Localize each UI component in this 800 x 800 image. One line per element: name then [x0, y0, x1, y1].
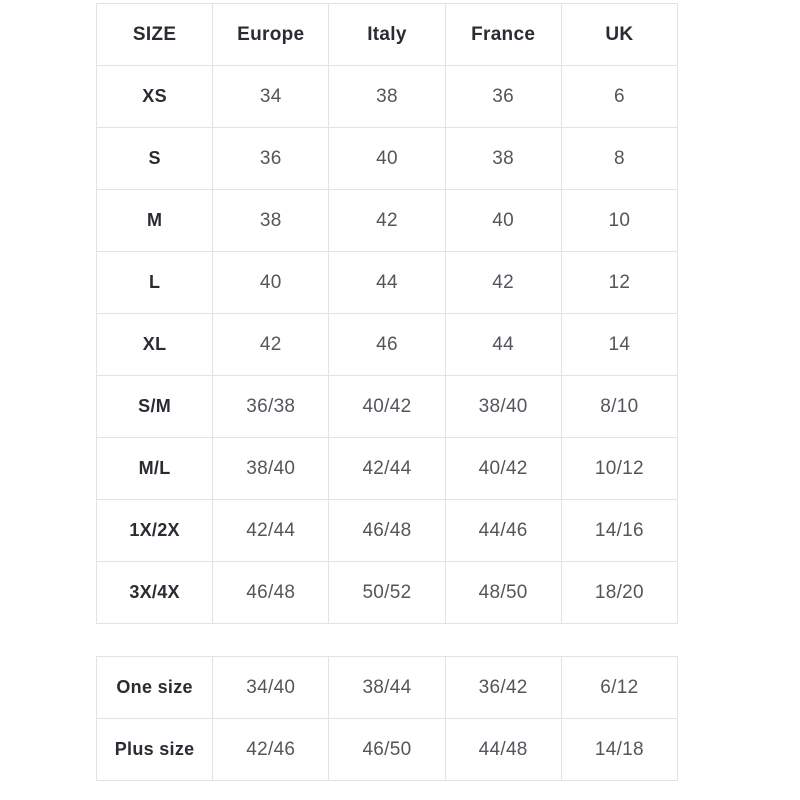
size-value-cell: 46/48: [329, 500, 445, 562]
size-table-header: [97, 4, 678, 66]
size-value-cell: 14: [561, 314, 677, 376]
size-value-cell: 46/50: [329, 719, 445, 781]
row-size-label: 3X/4X: [97, 562, 213, 624]
size-value-cell: 42/46: [213, 719, 329, 781]
size-value-cell: 10: [561, 190, 677, 252]
table-row: [97, 190, 678, 252]
column-header: Europe: [213, 4, 329, 66]
table-row: [97, 562, 678, 624]
size-value-cell: 42: [329, 190, 445, 252]
size-value-cell: 42: [445, 252, 561, 314]
column-header: France: [445, 4, 561, 66]
size-value-cell: 40: [329, 128, 445, 190]
special-sizes-body: [97, 657, 678, 781]
size-value-cell: 36: [213, 128, 329, 190]
table-row: [97, 66, 678, 128]
size-value-cell: 44: [329, 252, 445, 314]
size-value-cell: 48/50: [445, 562, 561, 624]
row-size-label: S: [97, 128, 213, 190]
size-value-cell: 44/46: [445, 500, 561, 562]
size-value-cell: 38/40: [445, 376, 561, 438]
size-value-cell: 42/44: [213, 500, 329, 562]
table-row: [97, 314, 678, 376]
size-value-cell: 10/12: [561, 438, 677, 500]
size-value-cell: 40/42: [329, 376, 445, 438]
size-value-cell: 38/44: [329, 657, 445, 719]
tables-container: [96, 3, 678, 781]
row-size-label: 1X/2X: [97, 500, 213, 562]
size-value-cell: 14/18: [561, 719, 677, 781]
table-row: [97, 500, 678, 562]
size-value-cell: 38: [213, 190, 329, 252]
size-value-cell: 42/44: [329, 438, 445, 500]
header-row: [97, 4, 678, 66]
size-value-cell: 44/48: [445, 719, 561, 781]
size-value-cell: 50/52: [329, 562, 445, 624]
table-row: [97, 438, 678, 500]
size-value-cell: 38: [445, 128, 561, 190]
size-value-cell: 46/48: [213, 562, 329, 624]
size-table-body: [97, 66, 678, 624]
size-value-cell: 34/40: [213, 657, 329, 719]
row-size-label: L: [97, 252, 213, 314]
size-value-cell: 36: [445, 66, 561, 128]
size-value-cell: 36/38: [213, 376, 329, 438]
row-size-label: Plus size: [97, 719, 213, 781]
size-value-cell: 44: [445, 314, 561, 376]
column-header: SIZE: [97, 4, 213, 66]
size-value-cell: 18/20: [561, 562, 677, 624]
row-size-label: M/L: [97, 438, 213, 500]
size-conversion-table: [96, 3, 678, 624]
size-value-cell: 38/40: [213, 438, 329, 500]
row-size-label: XL: [97, 314, 213, 376]
size-value-cell: 42: [213, 314, 329, 376]
size-value-cell: 6: [561, 66, 677, 128]
table-row: [97, 252, 678, 314]
row-size-label: One size: [97, 657, 213, 719]
size-value-cell: 40: [445, 190, 561, 252]
size-value-cell: 40: [213, 252, 329, 314]
table-row: [97, 128, 678, 190]
size-value-cell: 36/42: [445, 657, 561, 719]
row-size-label: XS: [97, 66, 213, 128]
special-sizes-table: [96, 656, 678, 781]
table-row: [97, 719, 678, 781]
size-value-cell: 46: [329, 314, 445, 376]
size-value-cell: 38: [329, 66, 445, 128]
size-value-cell: 12: [561, 252, 677, 314]
column-header: Italy: [329, 4, 445, 66]
table-row: [97, 657, 678, 719]
row-size-label: M: [97, 190, 213, 252]
size-value-cell: 40/42: [445, 438, 561, 500]
size-value-cell: 34: [213, 66, 329, 128]
row-size-label: S/M: [97, 376, 213, 438]
size-value-cell: 6/12: [561, 657, 677, 719]
column-header: UK: [561, 4, 677, 66]
size-value-cell: 14/16: [561, 500, 677, 562]
size-value-cell: 8: [561, 128, 677, 190]
table-row: [97, 376, 678, 438]
size-value-cell: 8/10: [561, 376, 677, 438]
